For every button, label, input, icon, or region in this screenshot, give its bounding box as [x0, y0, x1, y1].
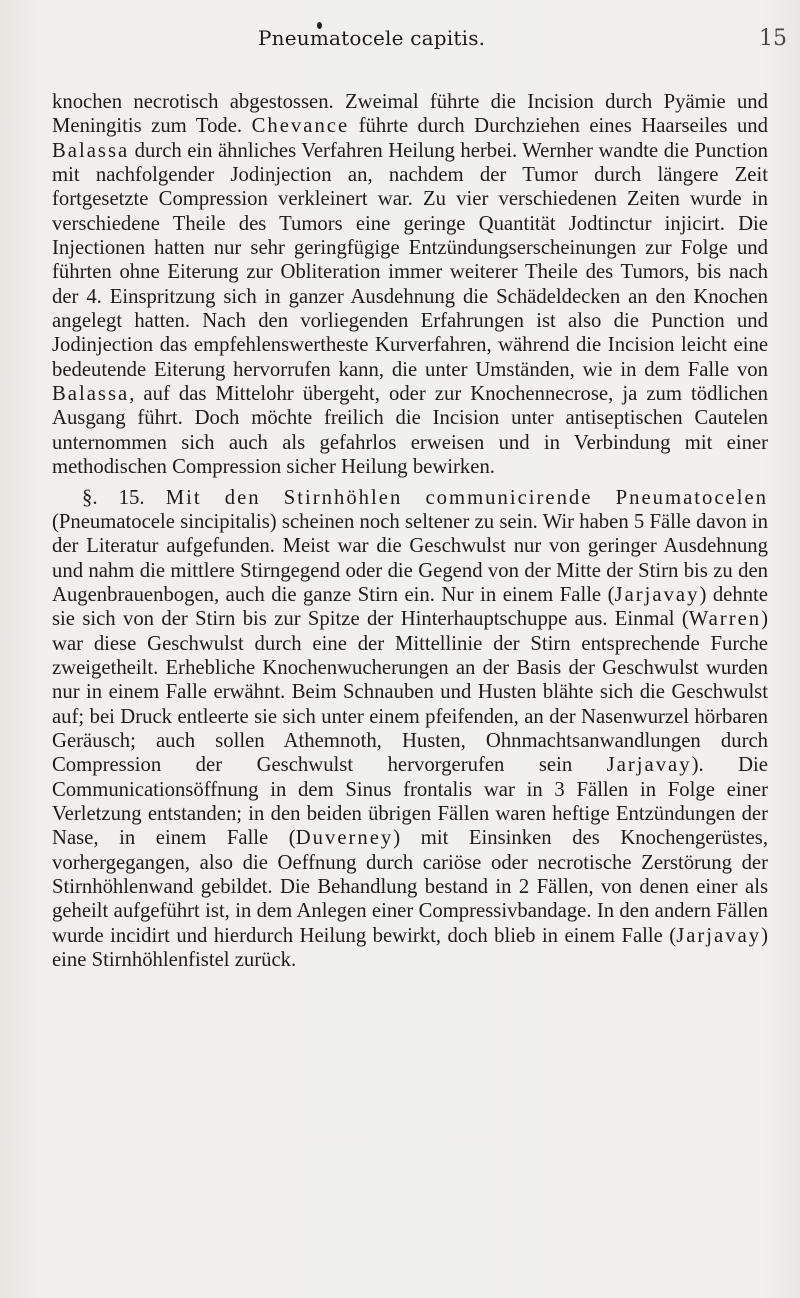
- author-name: Jarjavay: [606, 754, 692, 777]
- author-name: Balassa: [52, 139, 130, 162]
- author-name: Jarjavay: [614, 583, 700, 606]
- text-run: ) dehnte sie sich von der Stirn bis zur Spitze der Hinterhauptschuppe aus. Einmal (: [52, 583, 768, 631]
- text-run: , auf das Mittelohr übergeht, oder zur Knochennecrose, ja zum tödlichen Ausgang führt. Doch möchte freilich die Incision unter antiseptischen Cautelen unternommen sich auch als gefahrlos erweisen und in Verbindung mit einer methodischen Compression sicher Heilung bewirken.: [52, 383, 768, 479]
- page-number: 15: [759, 26, 787, 51]
- text-run: knochen necrotisch abgestossen. Zweimal führte die Incision durch Pyämie und Meningitis zum Tode.: [52, 91, 768, 138]
- body-text: [52, 90, 768, 972]
- text-run: (Pneumatocele sincipitalis) scheinen noch seltener zu sein. Wir haben 5 Fälle davon in der Literatur aufgefunden. Meist war die Geschwulst nur von geringer Ausdehnung und nahm die mittlere Stirngegend oder die Gegend von der Mitte der Stirn bis zu den Augenbrauenbogen, auch die ganze Stirn ein. Nur in einem Falle (: [52, 510, 768, 606]
- text-run: ) war diese Geschwulst durch eine der Mittellinie der Stirn entsprechende Furche zweigetheilt. Erhebliche Knochenwucherungen an der Basis der Geschwulst wurden nur in einem Falle erwähnt. Beim Schnauben und Husten blähte sich die Geschwulst auf; bei Druck entleerte sie sich unter einem pfeifenden, an der Nasenwurzel hörbaren Geräusch; auch sollen Athemnoth, Husten, Ohnmachtsanwandlungen durch Compression der Geschwulst hervorgerufen sein: [52, 608, 768, 777]
- author-name: Duverney: [295, 827, 394, 850]
- paragraph-2: [52, 486, 768, 973]
- text-run: durch ein ähnliches Verfahren Heilung herbei. Wernher wandte die Punction mit nachfolgender Jodinjection an, nachdem der Tumor durch längere Zeit fortgesetzte Compression verkleinert war. Zu vier verschiedenen Zeiten wurde in verschiedene Theile des Tumors eine geringe Quantität Jodtinctur injicirt. Die Injectionen hatten nur sehr geringfügige Entzündungserscheinungen zur Folge und führten ohne Eiterung zur Obliteration immer weiterer Theile des Tumors, bis nach der 4. Einspritzung sich in ganzer Ausdehnung die Schädeldecken an den Knochen angelegt hatten. Nach den vorliegenden Erfahrungen ist also die Punction und Jodinjection das empfehlenswertheste Kurverfahren, während die Incision leicht eine bedeutende Eiterung hervorrufen kann, die unter Umständen, wie in dem Falle von: [52, 139, 768, 381]
- running-title: Pneumatocele capitis.: [258, 26, 486, 50]
- running-header: [0, 20, 800, 60]
- text-run: ) mit Einsinken des Knochengerüstes, vorhergegangen, also die Oeffnung durch cariöse oder necrotische Zerstörung der Stirnhöhlenwand gebildet. Die Behandlung bestand in 2 Fällen, von denen einer als geheilt aufgeführt ist, in dem Anlegen einer Compressivbandage. In den andern Fällen wurde incidirt und hierdurch Heilung bewirkt, doch blieb in einem Falle (: [52, 827, 768, 947]
- text-run: ) eine Stirnhöhlenfistel zurück.: [52, 924, 768, 972]
- author-name: Warren: [688, 608, 762, 631]
- author-name: Chevance: [251, 115, 350, 138]
- section-number: §. 15.: [82, 486, 145, 509]
- paragraph-1: [52, 90, 768, 480]
- section-heading: Mit den Stirnhöhlen communicirende Pneumatocelen: [165, 486, 768, 509]
- author-name: Jarjavay: [676, 924, 762, 947]
- author-name: Balassa: [52, 383, 130, 406]
- text-run: ). Die Communicationsöffnung in dem Sinus frontalis war in 3 Fällen in Folge einer Verletzung entstanden; in den beiden übrigen Fällen waren heftige Entzündungen der Nase, in einem Falle (: [52, 754, 768, 850]
- text-run: führte durch Durchziehen eines Haarseiles und: [349, 115, 768, 138]
